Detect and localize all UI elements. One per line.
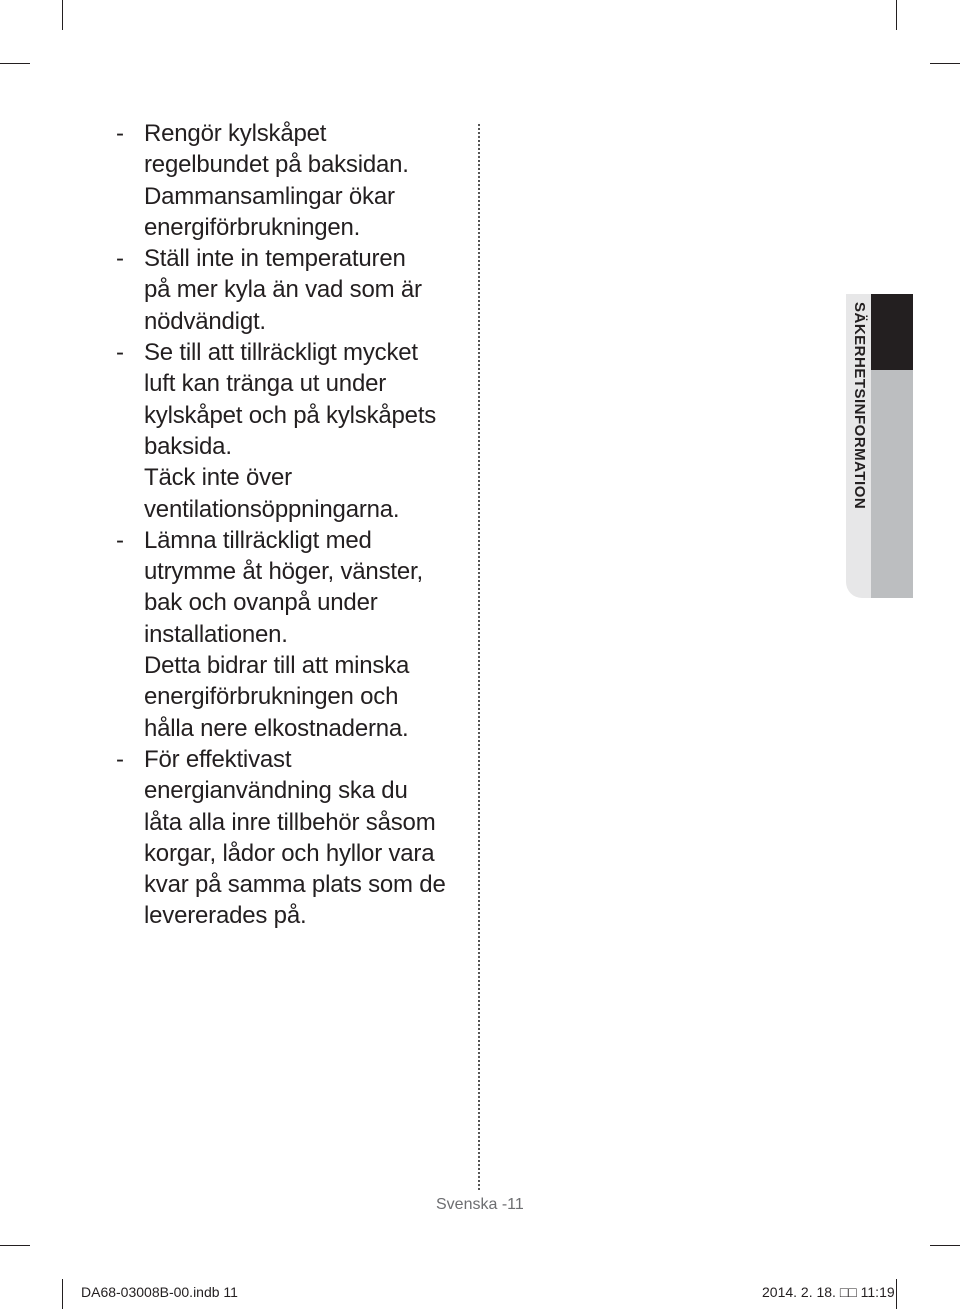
text-line: bak och ovanpå under xyxy=(144,589,378,617)
bullet-dash: - xyxy=(116,745,124,773)
text-line: Lämna tillräckligt med xyxy=(144,526,372,554)
crop-mark xyxy=(0,63,30,64)
bullet-dash: - xyxy=(116,120,124,147)
text-line: Se till att tillräckligt mycket xyxy=(144,339,418,367)
page-number: Svenska -11 xyxy=(436,1196,524,1213)
list-item xyxy=(116,243,476,337)
section-tab-label: SÄKERHETSINFORMATION xyxy=(851,302,868,510)
crop-mark xyxy=(62,0,63,30)
text-line: ventilationsöppningarna. xyxy=(144,495,400,523)
bullet-dash: - xyxy=(116,339,124,367)
list-item xyxy=(116,118,476,243)
section-tab-label-wrap xyxy=(846,302,871,598)
list-item xyxy=(116,525,476,744)
instruction-list xyxy=(116,118,476,932)
text-line: levererades på. xyxy=(144,902,307,930)
text-line: energiförbrukningen och xyxy=(144,683,399,711)
tab-marker-grey xyxy=(871,370,913,598)
text-line: installationen. xyxy=(144,620,288,648)
crop-mark xyxy=(896,1279,897,1309)
list-item xyxy=(116,337,476,525)
tab-marker-dark xyxy=(871,294,913,370)
text-line: Dammansamlingar ökar xyxy=(144,182,395,210)
crop-mark xyxy=(62,1279,63,1309)
text-line: baksida. xyxy=(144,432,232,460)
text-line: För effektivast xyxy=(144,745,292,773)
text-line: Ställ inte in temperaturen xyxy=(144,245,406,273)
footer-file-name: DA68-03008B-00.indb 11 xyxy=(81,1284,238,1300)
text-line: luft kan tränga ut under xyxy=(144,370,387,398)
text-line: Täck inte över xyxy=(144,464,292,492)
list-item xyxy=(116,744,476,932)
bullet-dash: - xyxy=(116,526,124,554)
text-line: Rengör kylskåpet xyxy=(144,120,327,147)
text-line: låta alla inre tillbehör såsom xyxy=(144,808,436,836)
text-line: kvar på samma plats som de xyxy=(144,871,446,899)
text-line: på mer kyla än vad som är xyxy=(144,276,422,304)
crop-mark xyxy=(930,63,960,64)
text-line: hålla nere elkostnaderna. xyxy=(144,714,409,742)
crop-mark xyxy=(930,1245,960,1246)
text-line: nödvändigt. xyxy=(144,307,266,335)
text-line: kylskåpet och på kylskåpets xyxy=(144,401,437,429)
section-tab xyxy=(846,294,913,598)
crop-mark xyxy=(0,1245,30,1246)
bullet-dash: - xyxy=(116,245,124,273)
text-line: utrymme åt höger, vänster, xyxy=(144,558,423,586)
text-line: energianvändning ska du xyxy=(144,777,408,805)
text-line: Detta bidrar till att minska xyxy=(144,652,410,680)
text-line: regelbundet på baksidan. xyxy=(144,151,409,179)
column-divider xyxy=(478,124,480,1190)
crop-mark xyxy=(896,0,897,30)
text-line: energiförbrukningen. xyxy=(144,213,361,241)
footer-timestamp: 2014. 2. 18. □□ 11:19 xyxy=(762,1284,895,1300)
text-line: korgar, lådor och hyllor vara xyxy=(144,839,435,867)
